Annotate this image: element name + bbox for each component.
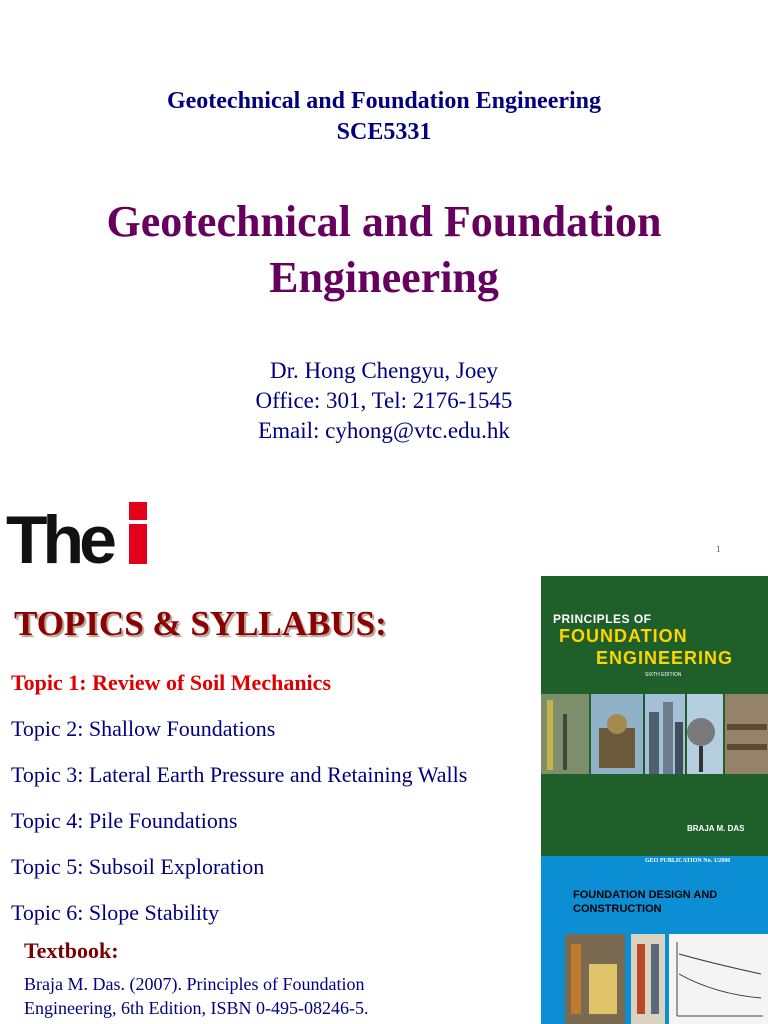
topic-4: Topic 4: Pile Foundations [11, 808, 238, 833]
book-photo-strip [541, 694, 768, 774]
textbook-heading: Textbook: [24, 938, 119, 963]
textbook-line-2: Engineering, 6th Edition, ISBN 0-495-08246-5. [24, 998, 369, 1018]
textbook-line-1: Braja M. Das. (2007). Principles of Foundation [24, 974, 365, 994]
email-address: Email: cyhong@vtc.edu.hk [258, 418, 510, 443]
office-phone: Office: 301, Tel: 2176-1545 [255, 388, 513, 413]
slide-title-line2: Engineering [269, 253, 499, 302]
topic-6: Topic 6: Slope Stability [11, 900, 220, 925]
thei-logo [6, 498, 156, 573]
contact-info [0, 356, 768, 446]
book-cover-lower [541, 856, 768, 1024]
page-number: 1 [716, 544, 721, 554]
book-lower-photos [565, 934, 768, 1024]
book-engineering-text: ENGINEERING [596, 648, 734, 668]
syllabus-heading: TOPICS & SYLLABUS: [14, 604, 387, 643]
topic-3: Topic 3: Lateral Earth Pressure and Retaining Walls [11, 762, 468, 787]
book-publication-text: GEO PUBLICATION No. 1/2006 [645, 858, 731, 864]
slide-title-line1: Geotechnical and Foundation [106, 197, 662, 246]
textbook-citation [24, 972, 444, 1020]
book-design-title: FOUNDATION DESIGN AND CONSTRUCTION [573, 889, 718, 915]
lecturer-name: Dr. Hong Chengyu, Joey [269, 358, 499, 383]
topic-5: Topic 5: Subsoil Exploration [11, 854, 265, 879]
topic-2: Topic 2: Shallow Foundations [11, 716, 276, 741]
svg-text:The: The [6, 502, 112, 568]
book-foundation-text: FOUNDATION [559, 626, 688, 646]
topic-1: Topic 1: Review of Soil Mechanics [11, 670, 331, 695]
course-code: SCE5331 [336, 119, 432, 145]
course-name: Geotechnical and Foundation Engineering [166, 88, 602, 114]
course-header [0, 86, 768, 148]
slide-title [0, 194, 768, 306]
book-edition-text: SIXTH EDITION [645, 672, 682, 678]
book-cover-upper [541, 576, 768, 856]
book-principles-text: PRINCIPLES OF [553, 612, 652, 626]
textbook-cover-image [541, 576, 768, 1024]
book-author-text: BRAJA M. DAS [687, 824, 745, 833]
